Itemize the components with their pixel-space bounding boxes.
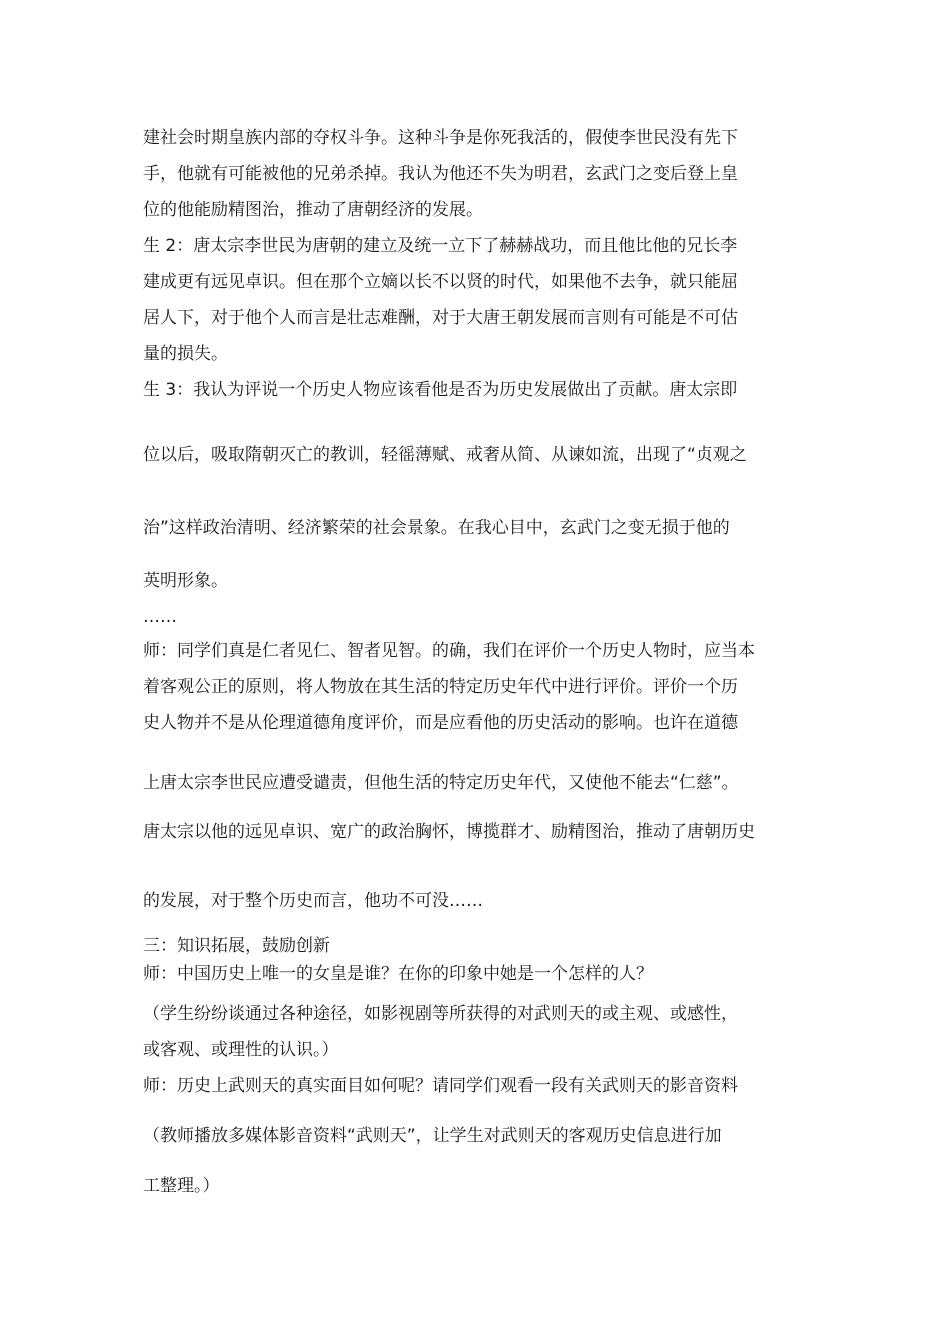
text-line: 生 3：我认为评说一个历史人物应该看他是否为历史发展做出了贡献。唐太宗即 [143, 380, 738, 400]
text-line: 建成更有远见卓识。但在那个立嫡以长不以贤的时代，如果他不去争，就只能屈 [143, 272, 738, 292]
text-line: 师：历史上武则天的真实面目如何呢？请同学们观看一段有关武则天的影音资料 [143, 1076, 738, 1096]
text-line: 建社会时期皇族内部的夺权斗争。这种斗争是你死我活的，假使李世民没有先下 [143, 128, 738, 148]
text-line: 或客观、或理性的认识。） [143, 1040, 339, 1060]
text-line: 生 2：唐太宗李世民为唐朝的建立及统一立下了赫赫战功，而且他比他的兄长李 [143, 236, 738, 256]
text-line: 史人物并不是从伦理道德角度评价，而是应看他的历史活动的影响。也许在道德 [143, 713, 738, 733]
text-line: 的发展，对于整个历史而言，他功不可没…… [143, 891, 483, 911]
text-line: 位的他能励精图治，推动了唐朝经济的发展。 [143, 200, 483, 220]
text-line: 手，他就有可能被他的兄弟杀掉。我认为他还不失为明君，玄武门之变后登上皇 [143, 164, 738, 184]
text-line: （教师播放多媒体影音资料“武则天”，让学生对武则天的客观历史信息进行加 [143, 1126, 722, 1146]
text-line: 工整理。） [143, 1176, 220, 1196]
text-line: 居人下，对于他个人而言是壮志难酬，对于大唐王朝发展而言则有可能是不可估 [143, 308, 738, 328]
text-line: 师：中国历史上唯一的女皇是谁？在你的印象中她是一个怎样的人？ [143, 964, 653, 984]
text-line: 量的损失。 [143, 344, 228, 364]
text-line: 英明形象。 [143, 571, 228, 591]
section-heading: 三：知识拓展，鼓励创新 [143, 936, 330, 956]
text-line: 唐太宗以他的远见卓识、宽广的政治胸怀，博揽群才、励精图治，推动了唐朝历史 [143, 822, 755, 842]
text-line: 着客观公正的原则，将人物放在其生活的特定历史年代中进行评价。评价一个历 [143, 677, 738, 697]
text-line: 上唐太宗李世民应遭受谴责，但他生活的特定历史年代，又使他不能去“仁慈”。 [143, 773, 739, 793]
text-line: （学生纷纷谈通过各种途径，如影视剧等所获得的对武则天的或主观、或感性， [143, 1004, 738, 1024]
text-line: 师：同学们真是仁者见仁、智者见智。的确，我们在评价一个历史人物时，应当本 [143, 641, 755, 661]
text-line: 位以后，吸取隋朝灭亡的教训，轻徭薄赋、戒奢从简、从谏如流，出现了“贞观之 [143, 445, 747, 465]
text-line: 治”这样政治清明、经济繁荣的社会景象。在我心目中，玄武门之变无损于他的 [143, 518, 730, 538]
text-line: …… [143, 607, 177, 627]
